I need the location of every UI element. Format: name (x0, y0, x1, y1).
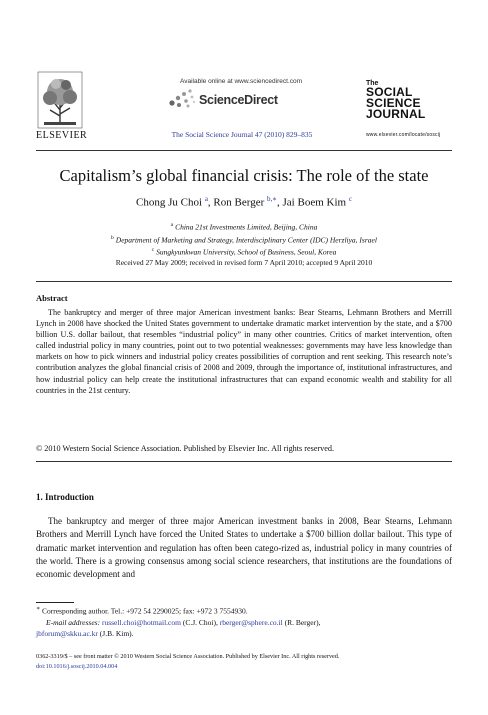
sciencedirect-logo (166, 87, 326, 109)
author-name: Chong Ju Choi (136, 196, 203, 209)
footnote-divider (36, 602, 74, 603)
footnote (36, 604, 452, 639)
article-dates: Received 27 May 2009; received in revised form 7 April 2010; accepted 9 April 2010 (115, 258, 373, 267)
affiliation-list (36, 220, 452, 258)
available-online-text: Available online at www.sciencedirect.com (180, 78, 302, 85)
issn-line: 0362-3319/$ – see front matter © 2010 Western Social Science Association. Published by Elsevier Inc. All rights reserved. (36, 653, 340, 660)
journal-brand-logo (366, 80, 452, 138)
author-affiliation-link[interactable]: c (348, 195, 352, 203)
author-name: Ron Berger (213, 196, 265, 209)
author-affiliation-link[interactable]: a (204, 195, 208, 203)
header-divider (36, 150, 452, 151)
elsevier-tree-logo (36, 70, 84, 136)
sciencedirect-name: ScienceDirect (199, 93, 278, 107)
email-link[interactable]: jbforum@skku.ac.kr (36, 628, 98, 638)
abstract-heading: Abstract (36, 293, 68, 303)
article-title: Capitalism’s global financial crisis: The role of the state (59, 166, 429, 185)
brand-line-2: SCIENCE (366, 96, 421, 110)
section-heading: 1. Introduction (36, 492, 94, 502)
abstract-body: The bankruptcy and merger of three major American investment banks: Bear Stearns, Lehmann Brothers and Merrill Lynch in 2008 have shocked the United States government to undertake dramatic market intervention by the state, and a $700 billion U.S. dollar bailout, that resembles “industrial policy” in many other countries. Critics of market intervention, often called industrial policy in many countries, point out to two potential weaknesses: governments may have less knowledge than markets on how to pick winners and industrial policy creates possibilities of corruption and rent seeking. This research note’s contribution analyzes the global financial crisis of 2008 and 2009, through the importance of, institutional infrastructures, and how industrial policy can help create the institutional infrastructures that can expand economic wealth and stability for all countries in the 21st century. (36, 308, 452, 395)
abstract-top-divider (36, 281, 452, 282)
affiliation-item: $^c$ Sungkyunkwan University, School of Business, Seoul, Korea (151, 247, 337, 257)
corresponding-author-note: ∗ Corresponding author. Tel.: +972 54 2290025; fax: +972 3 7554930. (36, 606, 248, 616)
email-addresses-cont: jbforum@skku.ac.kr (J.B. Kim). (36, 628, 134, 638)
affiliation-item: $^a$ China 21st Investments Limited, Beijing, China (170, 222, 318, 232)
section-body: The bankruptcy and merger of three major American investment banks in 2008, Bear Stearns, Lehmann Brothers and Merrill Lynch have forced the United States to undertake a $700 billion dollar bailout. This type of dramatic market intervention and regulation has often been catego-rized as, industrial policy in many countries of the world. There is a growing consensus among social science researchers, that institutions are the foundations of economic development and (36, 516, 452, 580)
doi-link[interactable]: doi:10.1016/j.soscij.2010.04.004 (36, 662, 118, 670)
email-link[interactable]: rberger@sphere.co.il (219, 617, 283, 627)
abstract-bottom-divider (36, 461, 452, 462)
brand-line-3: JOURNAL (366, 107, 426, 121)
author-affiliation-link[interactable]: b,∗ (267, 195, 278, 203)
journal-reference-link[interactable]: The Social Science Journal 47 (2010) 829–835 (171, 130, 313, 139)
front-matter-notice (36, 652, 452, 671)
author-separator: , (277, 196, 283, 209)
brand-line-1: SOCIAL (366, 85, 413, 99)
brand-the: The (366, 80, 379, 87)
author-name: Jai Boem Kim (282, 196, 347, 209)
abstract-copyright: © 2010 Western Social Science Association. Published by Elsevier Inc. All rights reserved. (36, 444, 335, 453)
article-header (36, 70, 452, 150)
email-addresses: E-mail addresses: russell.choi@hotmail.com (C.J. Choi), rberger@sphere.co.il (R. Berger), (46, 617, 321, 627)
sciencedirect-dots-icon (166, 87, 198, 109)
author-list (36, 195, 452, 209)
affiliation-item: $^b$ Department of Marketing and Strategy, Interdisciplinary Center (IDC) Herzliya, Israel (111, 234, 377, 244)
brand-url: www.elsevier.com/locate/soscij (366, 132, 441, 138)
author-separator: , (207, 196, 214, 209)
email-link[interactable]: russell.choi@hotmail.com (101, 617, 181, 627)
publisher-name: ELSEVIER (36, 130, 88, 141)
